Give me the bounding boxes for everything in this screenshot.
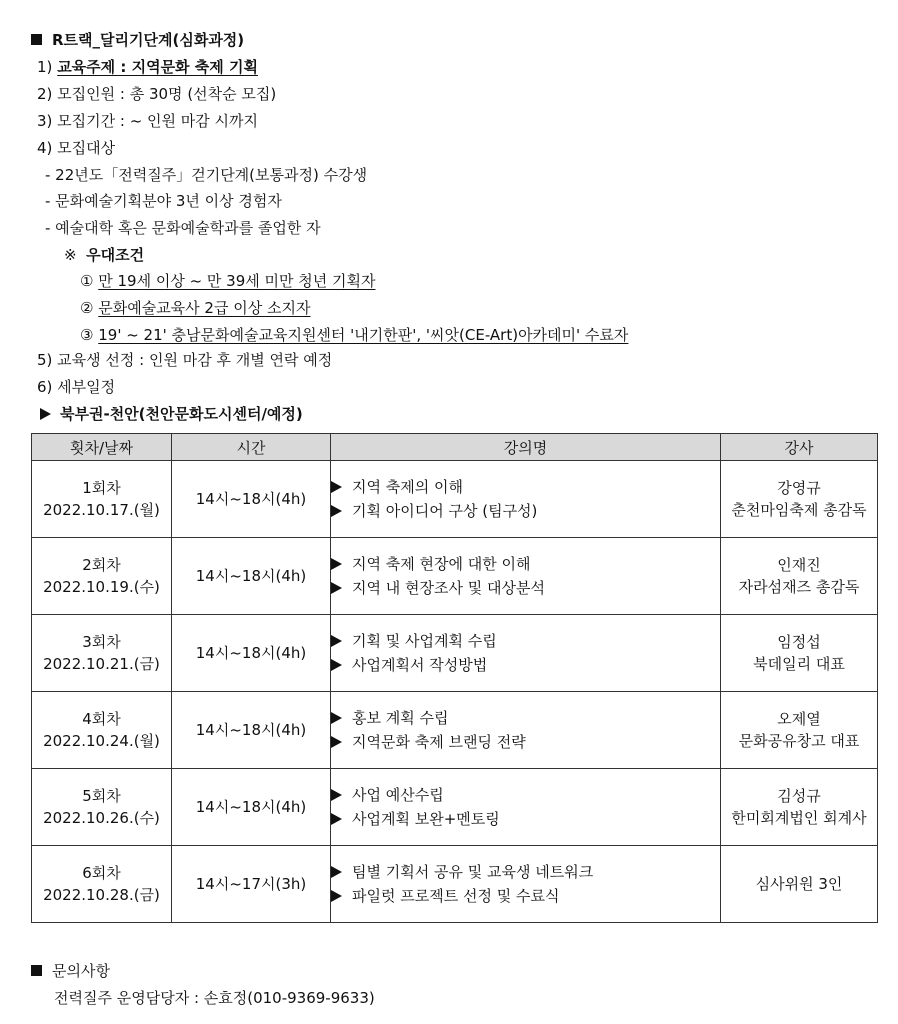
- lecture-item: [331, 807, 720, 831]
- lecture-item: [331, 783, 720, 807]
- table-row: [32, 692, 878, 769]
- session-cell: [32, 846, 172, 923]
- lecture-title: 지역 축제의 이해: [352, 478, 463, 496]
- target-item-3: - 예술대학 혹은 문화예술학과를 졸업한 자: [45, 219, 321, 237]
- region-heading: [40, 404, 303, 424]
- session-date: 2022.10.19.(수): [43, 578, 160, 596]
- header-time: 시간: [172, 434, 331, 461]
- session-date: 2022.10.21.(금): [43, 655, 160, 673]
- circled-number: ③: [80, 326, 94, 344]
- item-topic-text: 교육주제 : 지역문화 축제 기획: [57, 58, 258, 76]
- instructor-cell: [721, 692, 878, 769]
- triangle-bullet-icon: [331, 736, 342, 748]
- instructor-title: 자라섬재즈 총감독: [738, 578, 860, 596]
- lecture-item: [331, 730, 720, 754]
- lecture-cell: [331, 846, 721, 923]
- preference-item-2: [80, 298, 310, 318]
- instructor-name: 김성규: [777, 787, 821, 805]
- time-cell: 14시~17시(3h): [172, 846, 331, 923]
- contact-title: 문의사항: [52, 962, 110, 980]
- session-number: 4회차: [82, 710, 121, 728]
- lecture-item: [331, 860, 720, 884]
- preference-item-1: [80, 271, 376, 291]
- session-number: 6회차: [82, 864, 121, 882]
- triangle-bullet-icon: [331, 866, 342, 878]
- preference-text: 만 19세 이상 ~ 만 39세 미만 청년 기획자: [98, 272, 376, 290]
- target-item-1: - 22년도「전력질주」걷기단계(보통과정) 수강생: [45, 166, 368, 184]
- instructor-name: 임정섭: [777, 633, 821, 651]
- lecture-title: 사업계획 보완+멘토링: [352, 810, 500, 828]
- session-number: 2회차: [82, 556, 121, 574]
- triangle-bullet-icon: [331, 813, 342, 825]
- lecture-item: [331, 576, 720, 600]
- section-title: [31, 30, 244, 50]
- table-row: [32, 538, 878, 615]
- instructor-name: 심사위원 3인: [755, 875, 843, 893]
- lecture-item: [331, 629, 720, 653]
- time-cell: 14시~18시(4h): [172, 769, 331, 846]
- table-row: [32, 846, 878, 923]
- triangle-bullet-icon: [331, 712, 342, 724]
- circled-number: ①: [80, 272, 94, 290]
- preference-text: 19' ~ 21' 충남문화예술교육지원센터 '내기한판', '씨앗(CE-Art)아카데미' 수료자: [98, 326, 629, 344]
- instructor-title: 문화공유창고 대표: [738, 732, 860, 750]
- lecture-cell: [331, 692, 721, 769]
- instructor-title: 춘천마임축제 총감독: [731, 501, 867, 519]
- lecture-title: 지역문화 축제 브랜딩 전략: [352, 733, 526, 751]
- lecture-title: 홍보 계획 수립: [352, 709, 449, 727]
- instructor-cell: [721, 538, 878, 615]
- session-number: 1회차: [82, 479, 121, 497]
- instructor-cell: [721, 461, 878, 538]
- header-session-date: 횟차/날짜: [32, 434, 172, 461]
- schedule-table: [31, 433, 878, 923]
- session-date: 2022.10.17.(월): [43, 501, 160, 519]
- square-bullet-icon: [31, 34, 42, 45]
- time-cell: 14시~18시(4h): [172, 538, 331, 615]
- preference-heading: [64, 245, 144, 265]
- lecture-item: [331, 884, 720, 908]
- lecture-cell: [331, 461, 721, 538]
- lecture-title: 사업 예산수립: [352, 786, 444, 804]
- header-lecture: 강의명: [331, 434, 721, 461]
- instructor-title: 북데일리 대표: [753, 655, 845, 673]
- lecture-cell: [331, 769, 721, 846]
- triangle-bullet-icon: [331, 635, 342, 647]
- preference-text: 문화예술교육사 2급 이상 소지자: [98, 299, 311, 317]
- triangle-bullet-icon: [331, 890, 342, 902]
- item-topic: [37, 57, 258, 77]
- table-header-row: [32, 434, 878, 461]
- item-selection: 5) 교육생 선정 : 인원 마감 후 개별 연락 예정: [37, 351, 333, 369]
- table-row: [32, 615, 878, 692]
- session-cell: [32, 461, 172, 538]
- lecture-cell: [331, 538, 721, 615]
- item-target-heading: 4) 모집대상: [37, 139, 116, 157]
- session-number: 3회차: [82, 633, 121, 651]
- instructor-cell: [721, 846, 878, 923]
- triangle-bullet-icon: [331, 582, 342, 594]
- session-cell: [32, 769, 172, 846]
- lecture-title: 기획 아이디어 구상 (팀구성): [352, 502, 538, 520]
- instructor-name: 인재진: [777, 556, 821, 574]
- time-cell: 14시~18시(4h): [172, 461, 331, 538]
- triangle-bullet-icon: [331, 659, 342, 671]
- contact-heading: [31, 961, 110, 981]
- triangle-bullet-icon: [331, 789, 342, 801]
- lecture-title: 지역 축제 현장에 대한 이해: [352, 555, 531, 573]
- preference-title: 우대조건: [86, 246, 145, 264]
- lecture-cell: [331, 615, 721, 692]
- contact-text: 전력질주 운영담당자 : 손효정(010-9369-9633): [54, 989, 375, 1007]
- region-heading-text: 북부권-천안(천안문화도시센터/예정): [60, 405, 303, 423]
- lecture-title: 사업계획서 작성방법: [352, 656, 488, 674]
- session-date: 2022.10.24.(월): [43, 732, 160, 750]
- section-title-text: R트랙_달리기단계(심화과정): [52, 31, 245, 49]
- item-schedule-heading: 6) 세부일정: [37, 378, 116, 396]
- session-date: 2022.10.28.(금): [43, 886, 160, 904]
- lecture-title: 지역 내 현장조사 및 대상분석: [352, 579, 545, 597]
- session-date: 2022.10.26.(수): [43, 809, 160, 827]
- triangle-bullet-icon: [331, 558, 342, 570]
- time-cell: 14시~18시(4h): [172, 692, 331, 769]
- circled-number: ②: [80, 299, 94, 317]
- session-cell: [32, 538, 172, 615]
- session-number: 5회차: [82, 787, 121, 805]
- instructor-name: 오제열: [777, 710, 821, 728]
- triangle-bullet-icon: [40, 408, 51, 420]
- session-cell: [32, 692, 172, 769]
- instructor-cell: [721, 769, 878, 846]
- item-topic-number: 1): [37, 58, 53, 76]
- instructor-title: 한미회계법인 회계사: [731, 809, 867, 827]
- session-cell: [32, 615, 172, 692]
- lecture-item: [331, 475, 720, 499]
- table-row: [32, 769, 878, 846]
- lecture-item: [331, 706, 720, 730]
- time-cell: 14시~18시(4h): [172, 615, 331, 692]
- preference-item-3: [80, 325, 628, 345]
- instructor-cell: [721, 615, 878, 692]
- reference-mark-icon: ※: [64, 246, 77, 264]
- triangle-bullet-icon: [331, 505, 342, 517]
- header-instructor: 강사: [721, 434, 878, 461]
- lecture-title: 파일럿 프로젝트 선정 및 수료식: [352, 887, 560, 905]
- table-row: [32, 461, 878, 538]
- lecture-item: [331, 552, 720, 576]
- lecture-item: [331, 499, 720, 523]
- square-bullet-icon: [31, 965, 42, 976]
- lecture-title: 기획 및 사업계획 수립: [352, 632, 497, 650]
- triangle-bullet-icon: [331, 481, 342, 493]
- item-recruit-count: 2) 모집인원 : 총 30명 (선착순 모집): [37, 85, 277, 103]
- item-recruit-period: 3) 모집기간 : ~ 인원 마감 시까지: [37, 112, 259, 130]
- instructor-name: 강영규: [777, 479, 821, 497]
- target-item-2: - 문화예술기획분야 3년 이상 경험자: [45, 192, 282, 210]
- lecture-item: [331, 653, 720, 677]
- lecture-title: 팀별 기획서 공유 및 교육생 네트워크: [352, 863, 594, 881]
